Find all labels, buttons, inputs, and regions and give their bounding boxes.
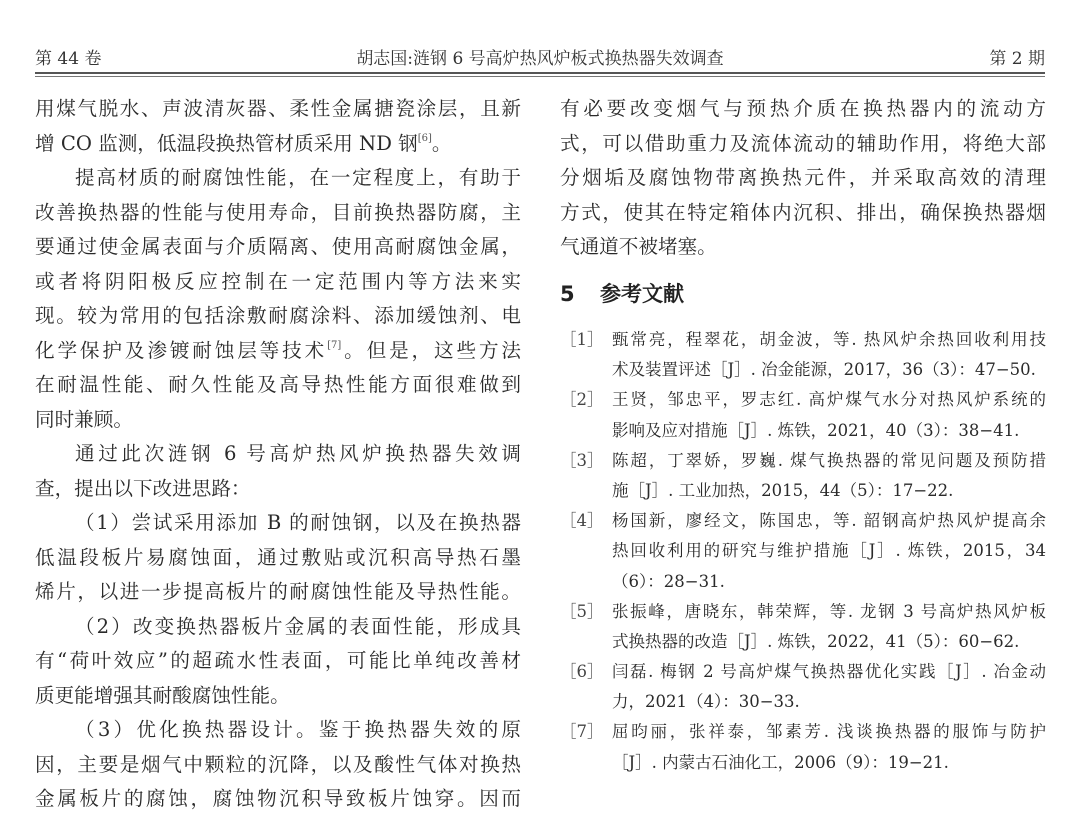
text-line: [35, 541, 521, 576]
line-text: 烯片，以进一步提高板片的耐腐蚀性能及导热性能。: [35, 580, 521, 603]
line-text: 用煤气脱水、声波清灰器、柔性金属搪瓷涂层，且新: [35, 97, 521, 120]
citation-marker: [6]: [417, 132, 432, 144]
reference-number: ［1］: [560, 330, 604, 349]
line-text: 提高材质的耐腐蚀性能，在一定程度上，有助于: [75, 166, 521, 189]
text-line: [35, 782, 521, 817]
text-line: [35, 230, 521, 265]
section-number: 5: [560, 282, 575, 306]
reference-line: ［J］. 内蒙古石油化工，2006（9）：19−21.: [612, 752, 949, 772]
line-text: （1）尝试采用添加 B 的耐蚀钢，以及在换热器: [75, 511, 521, 534]
reference-item: [560, 446, 1046, 506]
header-rule-bottom: [35, 76, 1045, 77]
issue-label: 第 2 期: [989, 49, 1045, 69]
line-text: 分烟垢及腐蚀物带离换热元件，并采取高效的清理: [560, 166, 1046, 189]
line-text: 同时兼顾。: [35, 407, 133, 431]
citation-marker: [7]: [327, 339, 342, 351]
line-text: 现。较为常用的包括涂敷耐腐涂料、添加缓蚀剂、电: [35, 304, 521, 327]
reference-line: 力，2021（4）：30−33.: [612, 692, 800, 712]
text-line: [560, 230, 1046, 265]
line-text: 改善换热器的性能与使用寿命，目前换热器防腐，主: [35, 200, 521, 224]
reference-number: ［6］: [560, 662, 604, 682]
line-text: 气通道不被堵塞。: [560, 235, 717, 258]
text-line: [560, 92, 1046, 127]
text-line: [35, 472, 521, 507]
reference-line: 施［J］. 工业加热，2015，44（5）：17−22.: [612, 480, 954, 500]
reference-item: [560, 717, 1046, 777]
line-text: 通过此次涟钢 6 号高炉热风炉换热器失效调: [75, 442, 521, 465]
reference-line: 式换热器的改造［J］. 炼铁，2022，41（5）：60−62.: [612, 631, 1020, 651]
text-line: [35, 644, 521, 679]
text-line: [35, 161, 521, 196]
text-line: [35, 127, 521, 162]
reference-line: 甄常亮，程翠花，胡金波，等. 热风炉余热回收利用技: [612, 330, 1046, 349]
reference-item: [560, 597, 1046, 657]
reference-item: [560, 325, 1046, 385]
line-text: 方式，使其在特定箱体内沉积、排出，确保换热器烟: [560, 200, 1046, 224]
text-line: [35, 610, 521, 645]
text-line: [35, 92, 521, 127]
running-header: [35, 40, 1045, 70]
reference-number: ［4］: [560, 511, 604, 531]
reference-item: [560, 506, 1046, 597]
line-text: 查，提出以下改进思路：: [35, 476, 251, 500]
reference-line: 王贤，邹忠平，罗志红. 高炉煤气水分对热风炉系统的: [612, 390, 1046, 410]
text-line: [35, 265, 521, 300]
line-text: 要通过使金属表面与介质隔离、使用高耐腐蚀金属，: [35, 235, 521, 258]
volume-label: 第 44 卷: [35, 49, 102, 69]
text-line: [35, 299, 521, 334]
line-text: 增 CO 监测，低温段换热管材质采用 ND 钢: [35, 131, 418, 155]
right-text-column: [560, 92, 1046, 265]
text-line: [35, 196, 521, 231]
reference-line: 杨国新，廖经文，陈国忠，等. 韶钢高炉热风炉提高余: [612, 511, 1046, 531]
reference-line: 屈昀丽，张祥泰，邹素芳. 浅谈换热器的服饰与防护: [612, 722, 1046, 742]
running-title: 胡志国:涟钢 6 号高炉热风炉板式换热器失效调查: [356, 49, 724, 69]
text-line: [35, 334, 521, 369]
text-line: [35, 506, 521, 541]
reference-number: ［2］: [560, 390, 604, 410]
text-line: [560, 161, 1046, 196]
line-text: 有“荷叶效应”的超疏水性表面，可能比单纯改善材: [35, 649, 521, 672]
reference-line: 陈超，丁翠娇，罗巍. 煤气换热器的常见问题及预防措: [612, 450, 1046, 470]
reference-item: [560, 657, 1046, 717]
text-line: [560, 127, 1046, 162]
line-text: （3）优化换热器设计。鉴于换热器失效的原: [75, 718, 521, 741]
header-rule-top: [35, 72, 1045, 74]
reference-line: 术及装置评述［J］. 冶金能源，2017，36（3）：47−50.: [612, 360, 1036, 380]
reference-number: ［5］: [560, 601, 604, 621]
line-text-continued: 。但是，这些方法: [341, 338, 521, 362]
line-text: 式，可以借助重力及流体流动的辅助作用，将绝大部: [560, 131, 1046, 155]
text-line: [35, 437, 521, 472]
reference-line: （6）：28−31.: [612, 571, 725, 591]
line-text: 在耐温性能、耐久性能及高导热性能方面很难做到: [35, 373, 521, 396]
text-line: [560, 196, 1046, 231]
reference-list: [560, 325, 1046, 778]
text-line: [35, 713, 521, 748]
line-text: 金属板片的腐蚀，腐蚀物沉积导致板片蚀穿。因而: [35, 787, 521, 810]
text-line: [35, 368, 521, 403]
reference-line: 张振峰，唐晓东，韩荣辉，等. 龙钢 3 号高炉热风炉板: [612, 601, 1046, 621]
line-text-continued: 。: [431, 131, 452, 155]
text-line: [35, 575, 521, 610]
line-text: 质更能增强其耐酸腐蚀性能。: [35, 683, 290, 707]
reference-number: ［7］: [560, 722, 604, 742]
reference-line: 热回收利用的研究与维护措施［J］. 炼铁，2015，34: [612, 541, 1046, 561]
line-text: 因，主要是烟气中颗粒的沉降，以及酸性气体对换热: [35, 752, 521, 776]
reference-line: 闫磊. 梅钢 2 号高炉煤气换热器优化实践［J］. 冶金动: [612, 662, 1046, 682]
line-text: 化学保护及渗镀耐蚀层等技术: [35, 338, 328, 362]
section-heading: [560, 278, 684, 308]
reference-line: 影响及应对措施［J］. 炼铁，2021，40（3）：38−41.: [612, 420, 1020, 440]
line-text: 低温段板片易腐蚀面，通过敷贴或沉积高导热石墨: [35, 545, 521, 569]
reference-item: [560, 385, 1046, 445]
left-text-column: [35, 92, 521, 817]
line-text: 或者将阴阳极反应控制在一定范围内等方法来实: [35, 269, 521, 293]
text-line: [35, 403, 521, 438]
line-text: （2）改变换热器板片金属的表面性能，形成具: [75, 614, 521, 638]
text-line: [35, 748, 521, 783]
section-title-text: 参考文献: [600, 282, 684, 306]
text-line: [35, 679, 521, 714]
line-text: 有必要改变烟气与预热介质在换热器内的流动方: [560, 97, 1046, 120]
reference-number: ［3］: [560, 450, 604, 470]
